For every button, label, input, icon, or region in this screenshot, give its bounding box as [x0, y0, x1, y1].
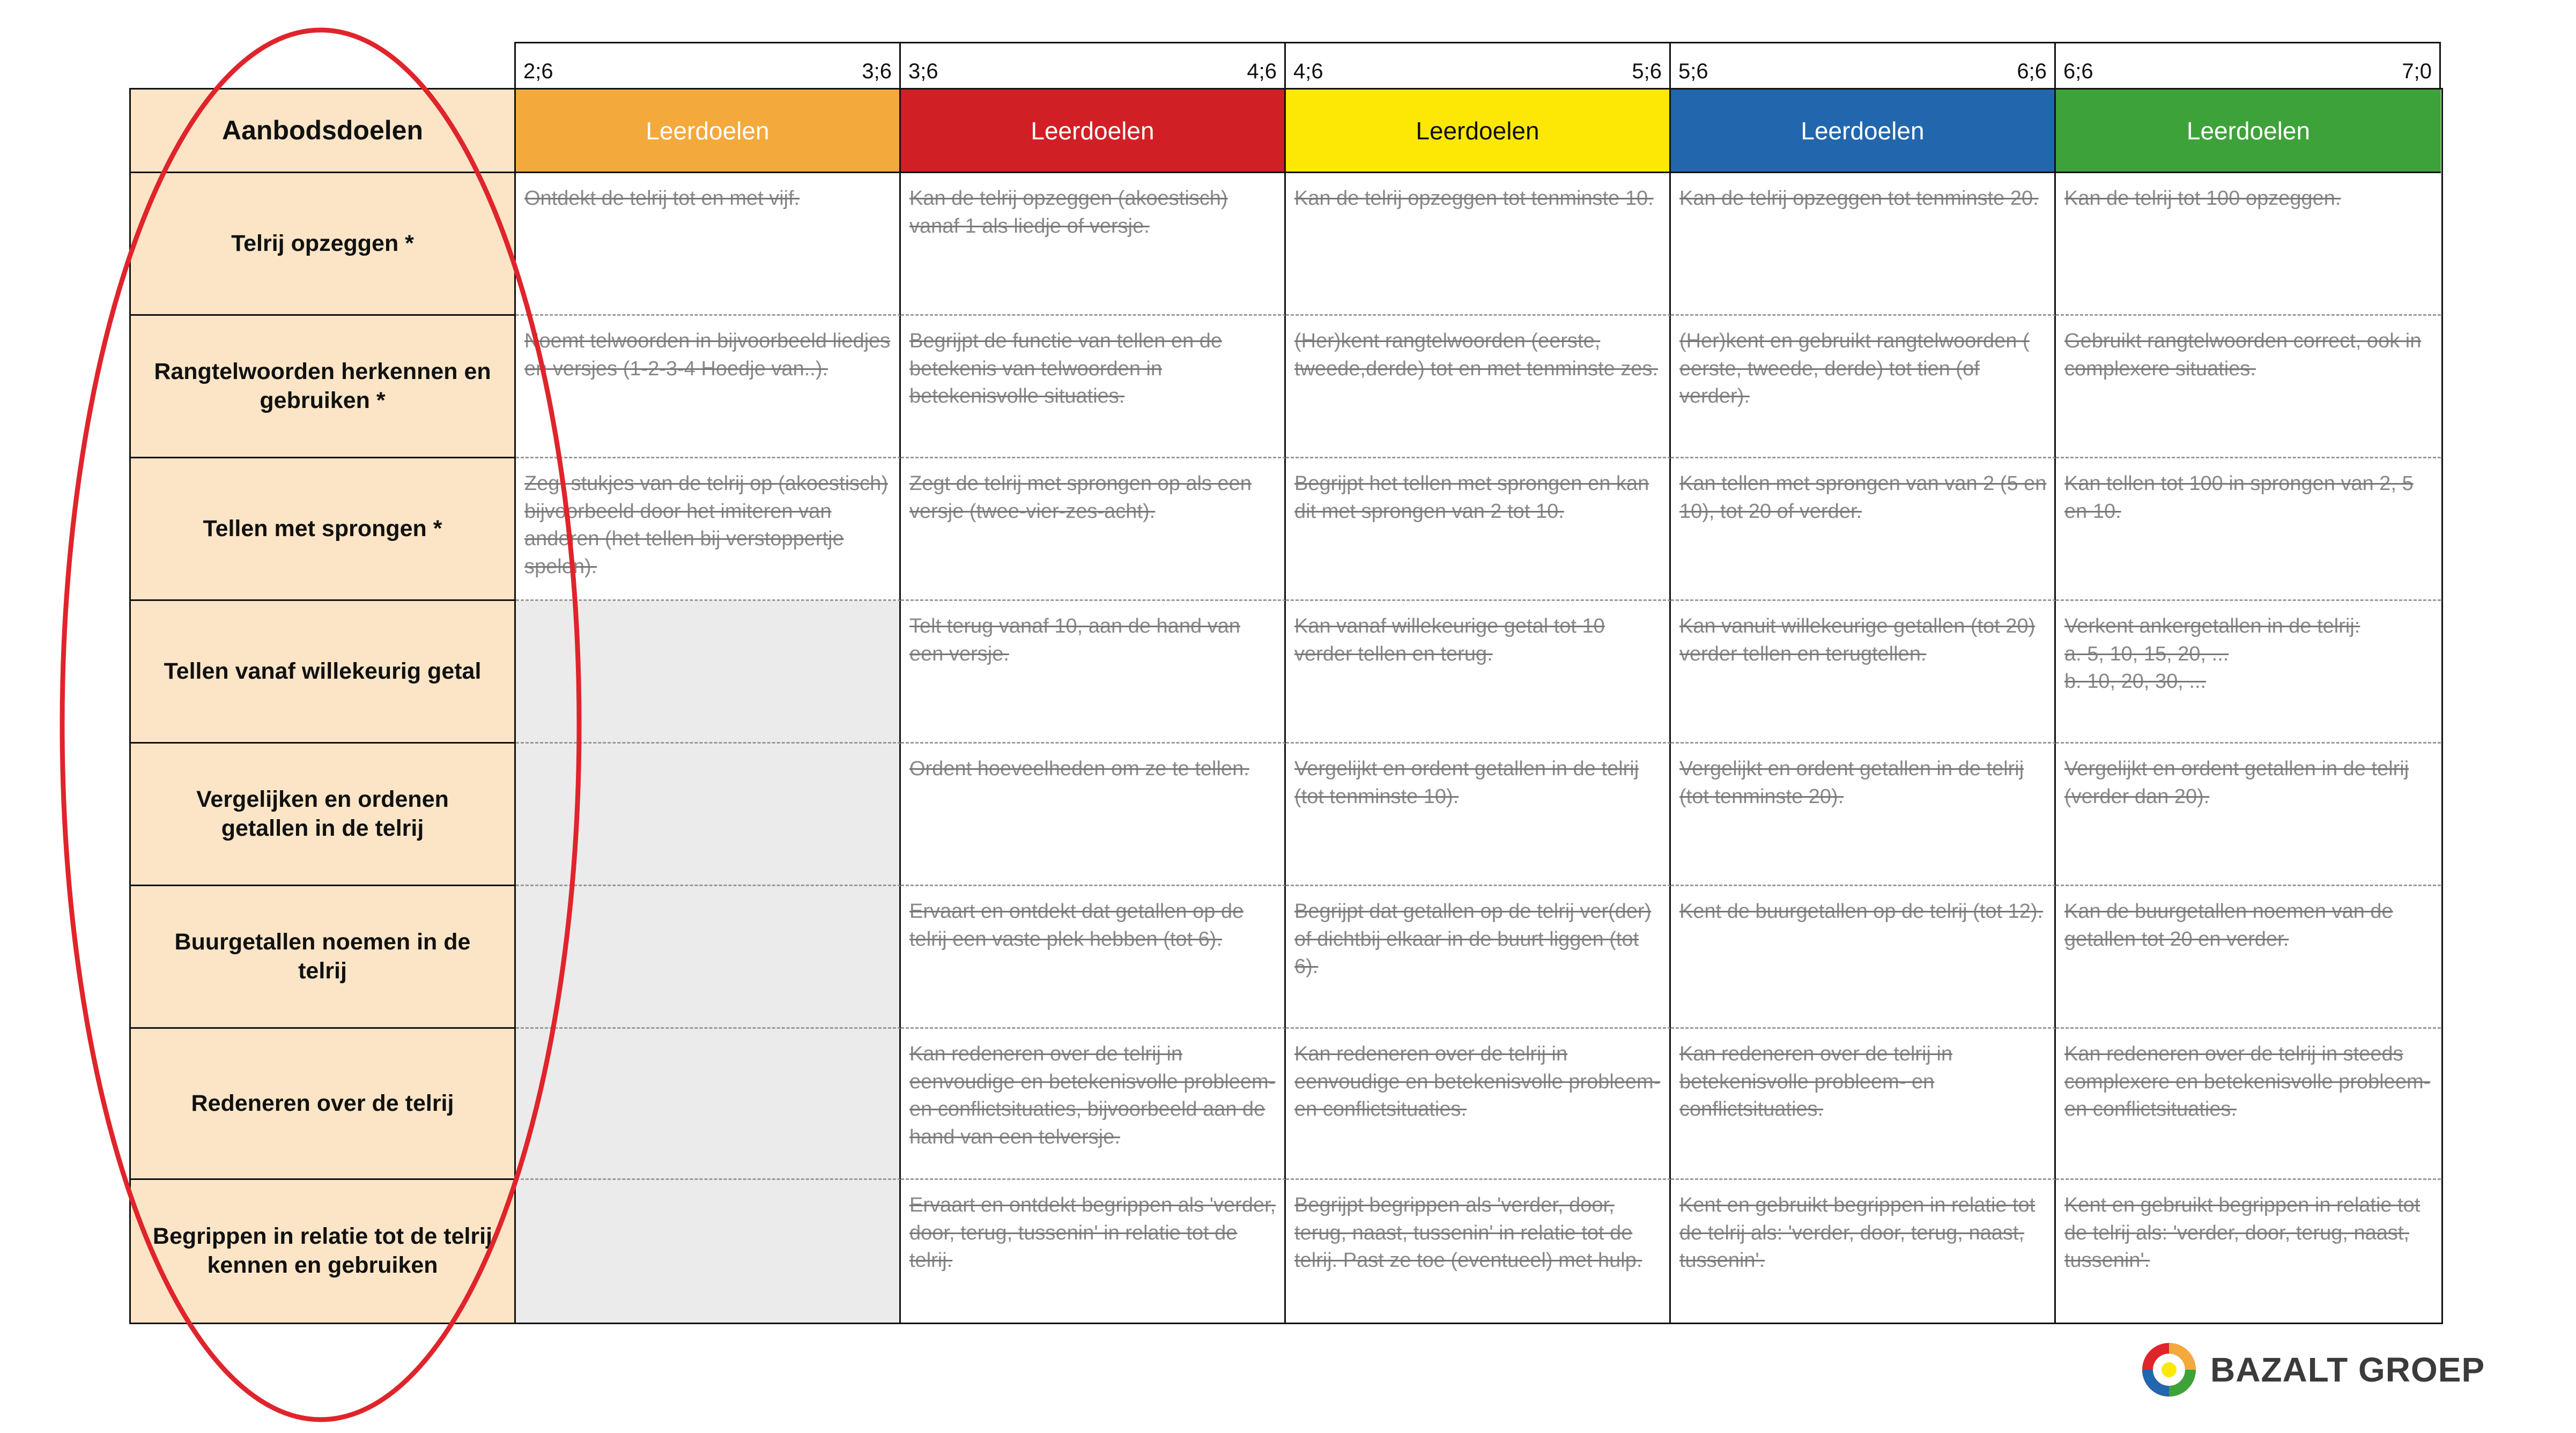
goal-description: Ordent hoeveelheden om ze te tellen.	[901, 744, 1286, 886]
goal-description: Kent en gebruikt begrippen in relatie tot de telrij als: 'verder, door, terug, naast, tussenin'.	[2064, 1194, 2420, 1272]
goal-description: Telt terug vanaf 10, aan de hand van een versje.	[901, 601, 1286, 744]
goal-description: Kan vanaf willekeurige getal tot 10 verder tellen en terug.	[1286, 601, 1671, 744]
goal-description: Vergelijkt en ordent getallen in de telrij (verder dan 20).	[2056, 744, 2441, 886]
goal-description: Kent de buurgetallen op de telrij (tot 12).	[1671, 886, 2056, 1029]
goal-label: Telrij opzeggen *	[131, 173, 516, 316]
goal-description: Verkent ankergetallen in de telrij: a. 5, 10, 15, 20, ... b. 10, 20, 30, ...	[2056, 601, 2441, 744]
goal-label: Tellen met sprongen *	[131, 458, 516, 601]
goal-description: Kent en gebruikt begrippen in relatie tot de telrij als: 'verder, door, terug, naast, tussenin'.	[1671, 1180, 2056, 1323]
level-header: Leerdoelen	[2056, 90, 2441, 173]
goal-description: Begrijpt het tellen met sprongen en kan dit met sprongen van 2 tot 10.	[1286, 458, 1671, 601]
age-from: 3;6	[908, 60, 938, 83]
goal-description: Ervaart en ontdekt begrippen als 'verder, door, terug, tussenin' in relatie tot de telrij.	[901, 1180, 1286, 1323]
age-from: 4;6	[1293, 60, 1323, 83]
level-header: Leerdoelen	[901, 90, 1286, 173]
goal-description	[516, 886, 901, 1029]
goal-description: Kan redeneren over de telrij in betekenisvolle probleem- en conflictsituaties.	[1671, 1029, 2056, 1180]
goal-label: Redeneren over de telrij	[131, 1029, 516, 1180]
age-to: 5;6	[1632, 60, 1662, 83]
goal-label: Buurgetallen noemen in de telrij	[131, 886, 516, 1029]
goal-label: Begrippen in relatie tot de telrij kennen en gebruiken	[131, 1180, 516, 1323]
goal-description: Ervaart en ontdekt dat getallen op de telrij een vaste plek hebben (tot 6).	[901, 886, 1286, 1029]
goal-description	[516, 1180, 901, 1323]
goals-column-header: Aanbodsdoelen	[131, 90, 516, 173]
goal-description: Kan de telrij opzeggen tot tenminste 10.	[1286, 173, 1671, 316]
age-to: 3;6	[862, 60, 892, 83]
goal-description: Vergelijkt en ordent getallen in de telrij (tot tenminste 20).	[1671, 744, 2056, 886]
goal-description: Begrijpt dat getallen op de telrij ver(der) of dichtbij elkaar in de buurt liggen (tot 6).	[1286, 886, 1671, 1029]
goal-description: Zegt stukjes van de telrij op (akoestisch) bijvoorbeeld door het imiteren van anderen (het tellen bij verstoppertje spelen).	[516, 458, 901, 601]
goal-description: Kan tellen tot 100 in sprongen van 2, 5 en 10.	[2056, 458, 2441, 601]
age-range-cell	[514, 43, 899, 88]
level-header: Leerdoelen	[1286, 90, 1671, 173]
goal-description: Kan vanuit willekeurige getallen (tot 20) verder tellen en terugtellen.	[1671, 601, 2056, 744]
goal-description: Kan de telrij opzeggen (akoestisch) vanaf 1 als liedje of versje.	[901, 173, 1286, 316]
goal-description: Kan de telrij tot 100 opzeggen.	[2056, 173, 2441, 316]
bazalt-ring-logo-icon	[2140, 1340, 2199, 1399]
goal-description: (Her)kent rangtelwoorden (eerste, tweede,derde) tot en met tenminste zes.	[1286, 316, 1671, 458]
goal-label: Vergelijken en ordenen getallen in de telrij	[131, 744, 516, 886]
goal-description: Vergelijkt en ordent getallen in de telrij (tot tenminste 10).	[1286, 744, 1671, 886]
age-range-cell	[1284, 43, 1669, 88]
goal-description: Zegt de telrij met sprongen op als een versje (twee-vier-zes-acht).	[901, 458, 1286, 601]
age-range-cell	[899, 43, 1284, 88]
goal-description: Noemt telwoorden in bijvoorbeeld liedjes en versjes (1-2-3-4 Hoedje van..).	[516, 316, 901, 458]
age-from: 6;6	[2063, 60, 2093, 83]
age-to: 4;6	[1247, 60, 1277, 83]
goal-description	[516, 601, 901, 744]
bazalt-logo	[2140, 1340, 2485, 1399]
goal-description	[516, 1029, 901, 1180]
logo-text: BAZALT GROEP	[2210, 1350, 2485, 1389]
goal-description: Gebruikt rangtelwoorden correct, ook in complexere situaties.	[2056, 316, 2441, 458]
goal-description: Kan redeneren over de telrij in steeds complexere en betekenisvolle probleem- en conflictsituaties.	[2056, 1029, 2441, 1180]
level-header: Leerdoelen	[516, 90, 901, 173]
goal-label: Tellen vanaf willekeurig getal	[131, 601, 516, 744]
age-from: 5;6	[1678, 60, 1708, 83]
learning-goals-table	[129, 88, 2443, 1324]
age-to: 7;0	[2402, 60, 2432, 83]
age-range-cell	[2054, 43, 2439, 88]
age-range-cell	[1669, 43, 2054, 88]
age-from: 2;6	[523, 60, 553, 83]
goal-description: Ontdekt de telrij tot en met vijf.	[516, 173, 901, 316]
goal-description: Kan de telrij opzeggen tot tenminste 20.	[1671, 173, 2056, 316]
age-to: 6;6	[2017, 60, 2047, 83]
goal-description: Kan tellen met sprongen van van 2 (5 en 10), tot 20 of verder.	[1671, 458, 2056, 601]
goal-description: Begrijpt begrippen als 'verder, door, terug, naast, tussenin' in relatie tot de telrij. Past ze toe (eventueel) met hulp.	[1286, 1180, 1671, 1323]
goal-description: Kan redeneren over de telrij in eenvoudige en betekenisvolle probleem- en conflictsituaties, bijvoorbeeld aan de hand van een telversje.	[901, 1029, 1286, 1180]
age-range-header	[514, 42, 2441, 88]
goal-description	[516, 744, 901, 886]
goal-description: Kan redeneren over de telrij in eenvoudige en betekenisvolle probleem- en conflictsituaties.	[1286, 1029, 1671, 1180]
goal-label: Rangtelwoorden herkennen en gebruiken *	[131, 316, 516, 458]
goal-description: Begrijpt de functie van tellen en de betekenis van telwoorden in betekenisvolle situaties.	[901, 316, 1286, 458]
level-header: Leerdoelen	[1671, 90, 2056, 173]
goal-description: (Her)kent en gebruikt rangtelwoorden ( eerste, tweede, derde) tot tien (of verder).	[1671, 316, 2056, 458]
goal-description: Kan de buurgetallen noemen van de getallen tot 20 en verder.	[2056, 886, 2441, 1029]
